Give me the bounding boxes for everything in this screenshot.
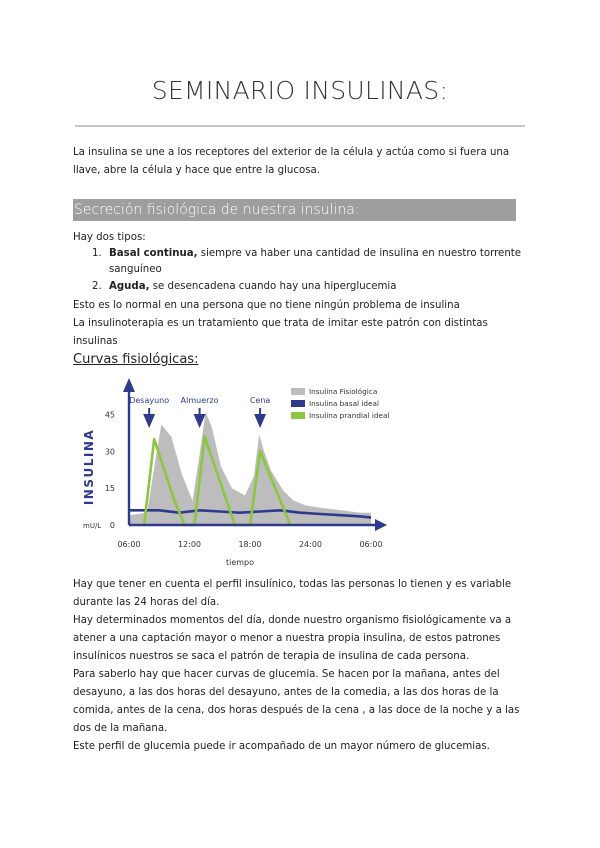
list-item-text: siempre va haber una cantidad de insulina en nuestro torrente sanguíneo — [109, 248, 522, 275]
list-item-bold: Aguda, — [109, 281, 150, 292]
insulin-chart — [73, 372, 403, 572]
list-number: 1. — [92, 248, 102, 259]
y-axis-label: INSULINA — [82, 428, 96, 506]
curves-heading: Curvas fisiológicas: — [73, 352, 199, 367]
y-tick-label: 30 — [104, 447, 115, 457]
legend-label: Insulina Fisiológica — [309, 387, 378, 396]
meal-label: Almuerzo — [180, 396, 219, 405]
x-tick-label: 18:00 — [238, 540, 262, 549]
x-tick-label: 24:00 — [298, 540, 323, 549]
text-line: La insulinoterapia es un tratamiento que trata de imitar este patrón con distintas insulinas — [73, 318, 488, 347]
list-item-text: se desencadena cuando hay una hiperglucemia — [149, 281, 397, 292]
paragraph: Este perfil de glucemia puede ir acompañado de un mayor número de glucemias. — [73, 741, 490, 752]
text-line: Esto es lo normal en una persona que no tiene ningún problema de insulina — [73, 300, 460, 311]
types-intro: Hay dos tipos: — [73, 232, 146, 243]
list-item-bold: Basal continua, — [109, 248, 198, 259]
y-unit-label: mU/L — [83, 522, 102, 530]
page-title: SEMINARIO INSULINAS: — [151, 76, 449, 105]
legend-swatch — [291, 412, 305, 419]
legend-swatch — [291, 388, 305, 395]
y-tick-label: 15 — [104, 484, 115, 494]
paragraph: Hay que tener en cuenta el perfil insulínico, todas las personas lo tienen y es variable durante las 24 horas del día. — [73, 579, 512, 608]
body-text — [73, 576, 533, 756]
types-list — [92, 246, 522, 296]
legend-label: Insulina prandial ideal — [309, 411, 390, 420]
meal-label: Desayuno — [129, 396, 170, 405]
list-item — [92, 279, 522, 295]
legend-swatch — [291, 400, 305, 407]
x-tick-label: 06:00 — [359, 540, 383, 549]
y-tick-label: 45 — [104, 410, 115, 420]
intro-paragraph: La insulina se une a los receptores del exterior de la célula y actúa como si fuera una llave, abre la célula y hace que entre la glucosa. — [73, 147, 510, 176]
section-heading: Secreción fisiológica de nuestra insulina: — [73, 199, 516, 221]
meal-label: Cena — [249, 396, 271, 405]
normal-text — [73, 297, 533, 351]
paragraph: Para saberlo hay que hacer curvas de glucemia. Se hacen por la mañana, antes del desayuno, a las dos horas del desayuno, antes de la comedia, a las dos horas de la comida, antes de la cena, dos horas después de la cena , a las doce de la noche y a las dos de la mañana. — [73, 669, 520, 734]
legend-label: Insulina basal ideal — [309, 399, 380, 408]
list-number: 2. — [92, 281, 102, 292]
list-item — [92, 246, 522, 278]
title-divider — [75, 125, 525, 127]
x-tick-label: 12:00 — [177, 540, 202, 549]
x-tick-label: 06:00 — [117, 540, 141, 549]
x-axis-label: tiempo — [225, 558, 255, 567]
y-tick-label: 0 — [109, 521, 115, 530]
paragraph: Hay determinados momentos del día, donde nuestro organismo fisiológicamente va a atener a una captación mayor o menor a nuestra propia insulina, de estos patrones insulínicos nuestros se saca el patrón de terapia de insulina de cada persona. — [73, 615, 512, 662]
